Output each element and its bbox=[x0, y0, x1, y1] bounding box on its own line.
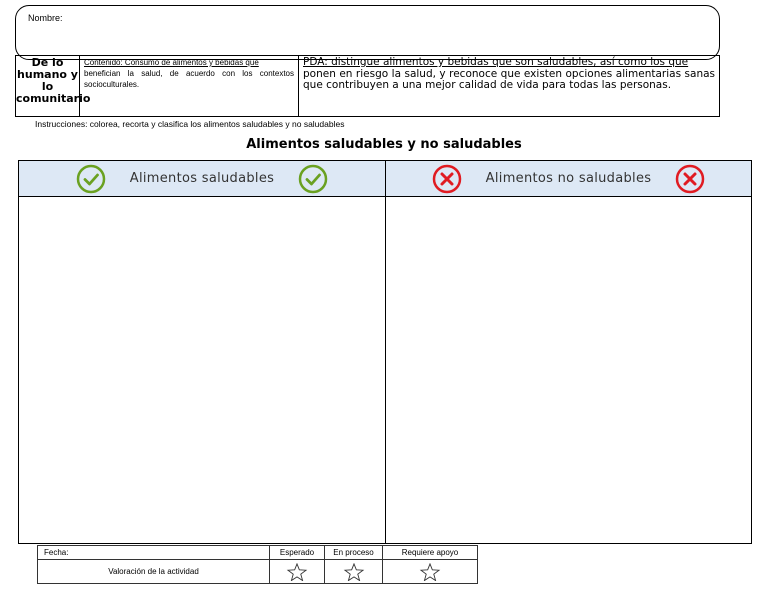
star-cell-en-proceso[interactable] bbox=[325, 560, 383, 584]
pda-heading: PDA: distingue alimentos y bebidas que son saludables, así como los que bbox=[303, 56, 689, 68]
contenido-heading: Contenido: Consumo de alimentos y bebidas que bbox=[84, 58, 259, 67]
star-cell-esperado[interactable] bbox=[270, 560, 325, 584]
pda-cell bbox=[299, 56, 720, 117]
x-circle-icon bbox=[432, 164, 462, 194]
fecha-label: Fecha: bbox=[38, 546, 270, 560]
valoracion-label: Valoración de la actividad bbox=[38, 560, 270, 584]
star-icon[interactable] bbox=[419, 563, 441, 581]
pda-text: ponen en riesgo la salud, y reconoce que existen opciones alimentarias sanas que contribuyen a una mejor calidad de vida para todas las personas. bbox=[303, 67, 715, 91]
level-requiere-apoyo: Requiere apoyo bbox=[383, 546, 478, 560]
x-circle-icon bbox=[675, 164, 705, 194]
check-circle-icon bbox=[298, 164, 328, 194]
page-title: Alimentos saludables y no saludables bbox=[246, 137, 522, 152]
level-en-proceso: En proceso bbox=[325, 546, 383, 560]
star-icon[interactable] bbox=[343, 563, 365, 581]
campo-cell: De lo humano y lo comunitario bbox=[16, 56, 80, 117]
column-divider bbox=[385, 197, 386, 543]
name-box bbox=[15, 5, 720, 60]
rubric-table bbox=[37, 545, 478, 584]
level-esperado: Esperado bbox=[270, 546, 325, 560]
contenido-cell bbox=[80, 56, 299, 117]
star-cell-requiere-apoyo[interactable] bbox=[383, 560, 478, 584]
check-circle-icon bbox=[76, 164, 106, 194]
classification-table bbox=[18, 160, 752, 544]
star-icon[interactable] bbox=[286, 563, 308, 581]
healthy-column-header bbox=[19, 161, 386, 197]
info-table bbox=[15, 55, 720, 117]
contenido-text: benefician la salud, de acuerdo con los contextos socioculturales. bbox=[84, 69, 294, 89]
unhealthy-column-header bbox=[386, 161, 751, 197]
unhealthy-column-label: Alimentos no saludables bbox=[485, 171, 652, 186]
healthy-column-label: Alimentos saludables bbox=[129, 171, 275, 186]
name-label: Nombre: bbox=[28, 13, 63, 23]
instructions: Instrucciones: colorea, recorta y clasifica los alimentos saludables y no saludables bbox=[35, 119, 345, 129]
